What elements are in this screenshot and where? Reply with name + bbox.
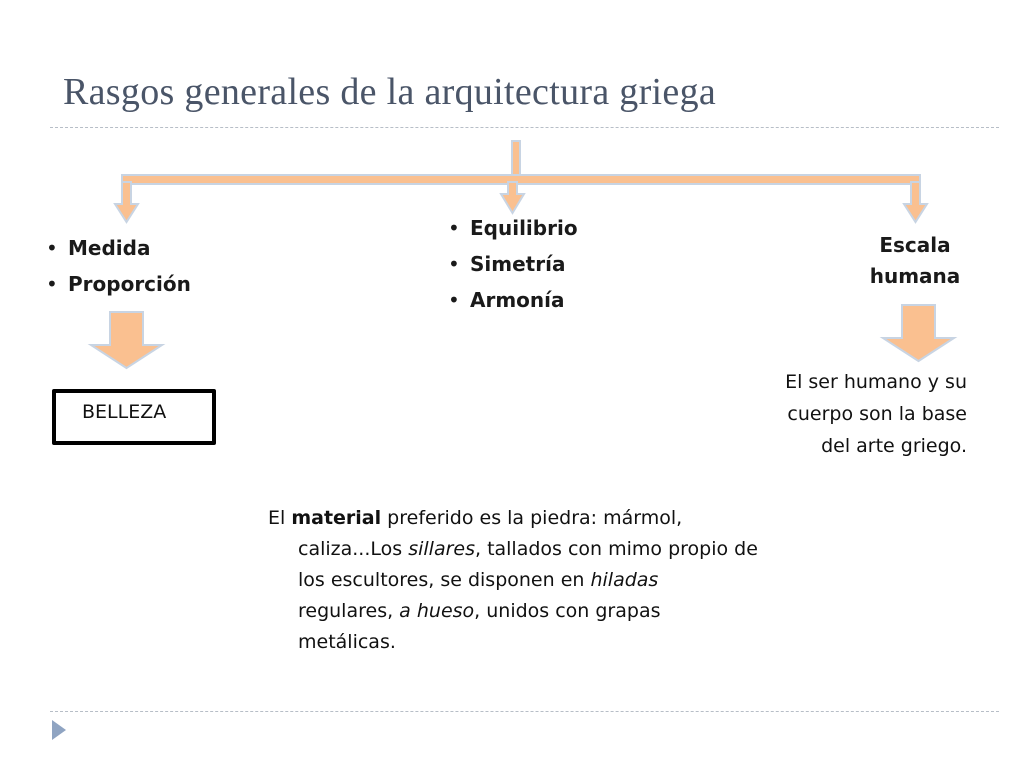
center-bullet-list — [448, 210, 578, 318]
belleza-box — [52, 389, 216, 445]
bullet-item — [46, 266, 191, 302]
belleza-label: BELLEZA — [82, 401, 167, 423]
material-text: regulares, — [298, 600, 400, 622]
left-down-arrow — [115, 182, 138, 222]
material-text: El — [268, 507, 292, 529]
right-result-arrow — [883, 305, 954, 361]
right-down-arrow — [904, 182, 927, 222]
left-result-arrow — [91, 312, 162, 368]
horizontal-connector — [122, 175, 920, 184]
material-text: preferido es la piedra: mármol, caliza...Los — [298, 507, 683, 560]
stem-connector — [512, 141, 520, 179]
bullet-label: Medida — [68, 236, 151, 260]
bullet-item — [448, 246, 578, 282]
bullet-item — [448, 282, 578, 318]
material-italic: hiladas — [590, 569, 659, 591]
material-bold: material — [291, 507, 382, 529]
bottom-divider — [50, 711, 999, 712]
material-text: , tallados con mimo propio de los escultores, se disponen en — [298, 538, 758, 591]
escala-description: El ser humano y su cuerpo son la base del arte griego. — [785, 371, 967, 457]
bullet-item — [46, 230, 191, 266]
material-text: , unidos con grapas metálicas. — [298, 600, 661, 653]
escala-humana-heading: Escala humana — [869, 233, 961, 288]
bullet-label: Armonía — [470, 288, 565, 312]
triangle-right-icon[interactable] — [50, 719, 68, 741]
bullet-item — [448, 210, 578, 246]
left-bullet-list — [46, 230, 191, 302]
slide-title: Rasgos generales de la arquitectura griega — [63, 71, 717, 113]
material-italic: a hueso — [399, 600, 475, 622]
center-down-arrow — [501, 182, 524, 213]
bullet-label: Equilibrio — [470, 216, 578, 240]
material-paragraph — [268, 503, 758, 658]
material-italic: sillares — [408, 538, 475, 560]
bullet-label: Simetría — [470, 252, 566, 276]
bullet-label: Proporción — [68, 272, 191, 296]
